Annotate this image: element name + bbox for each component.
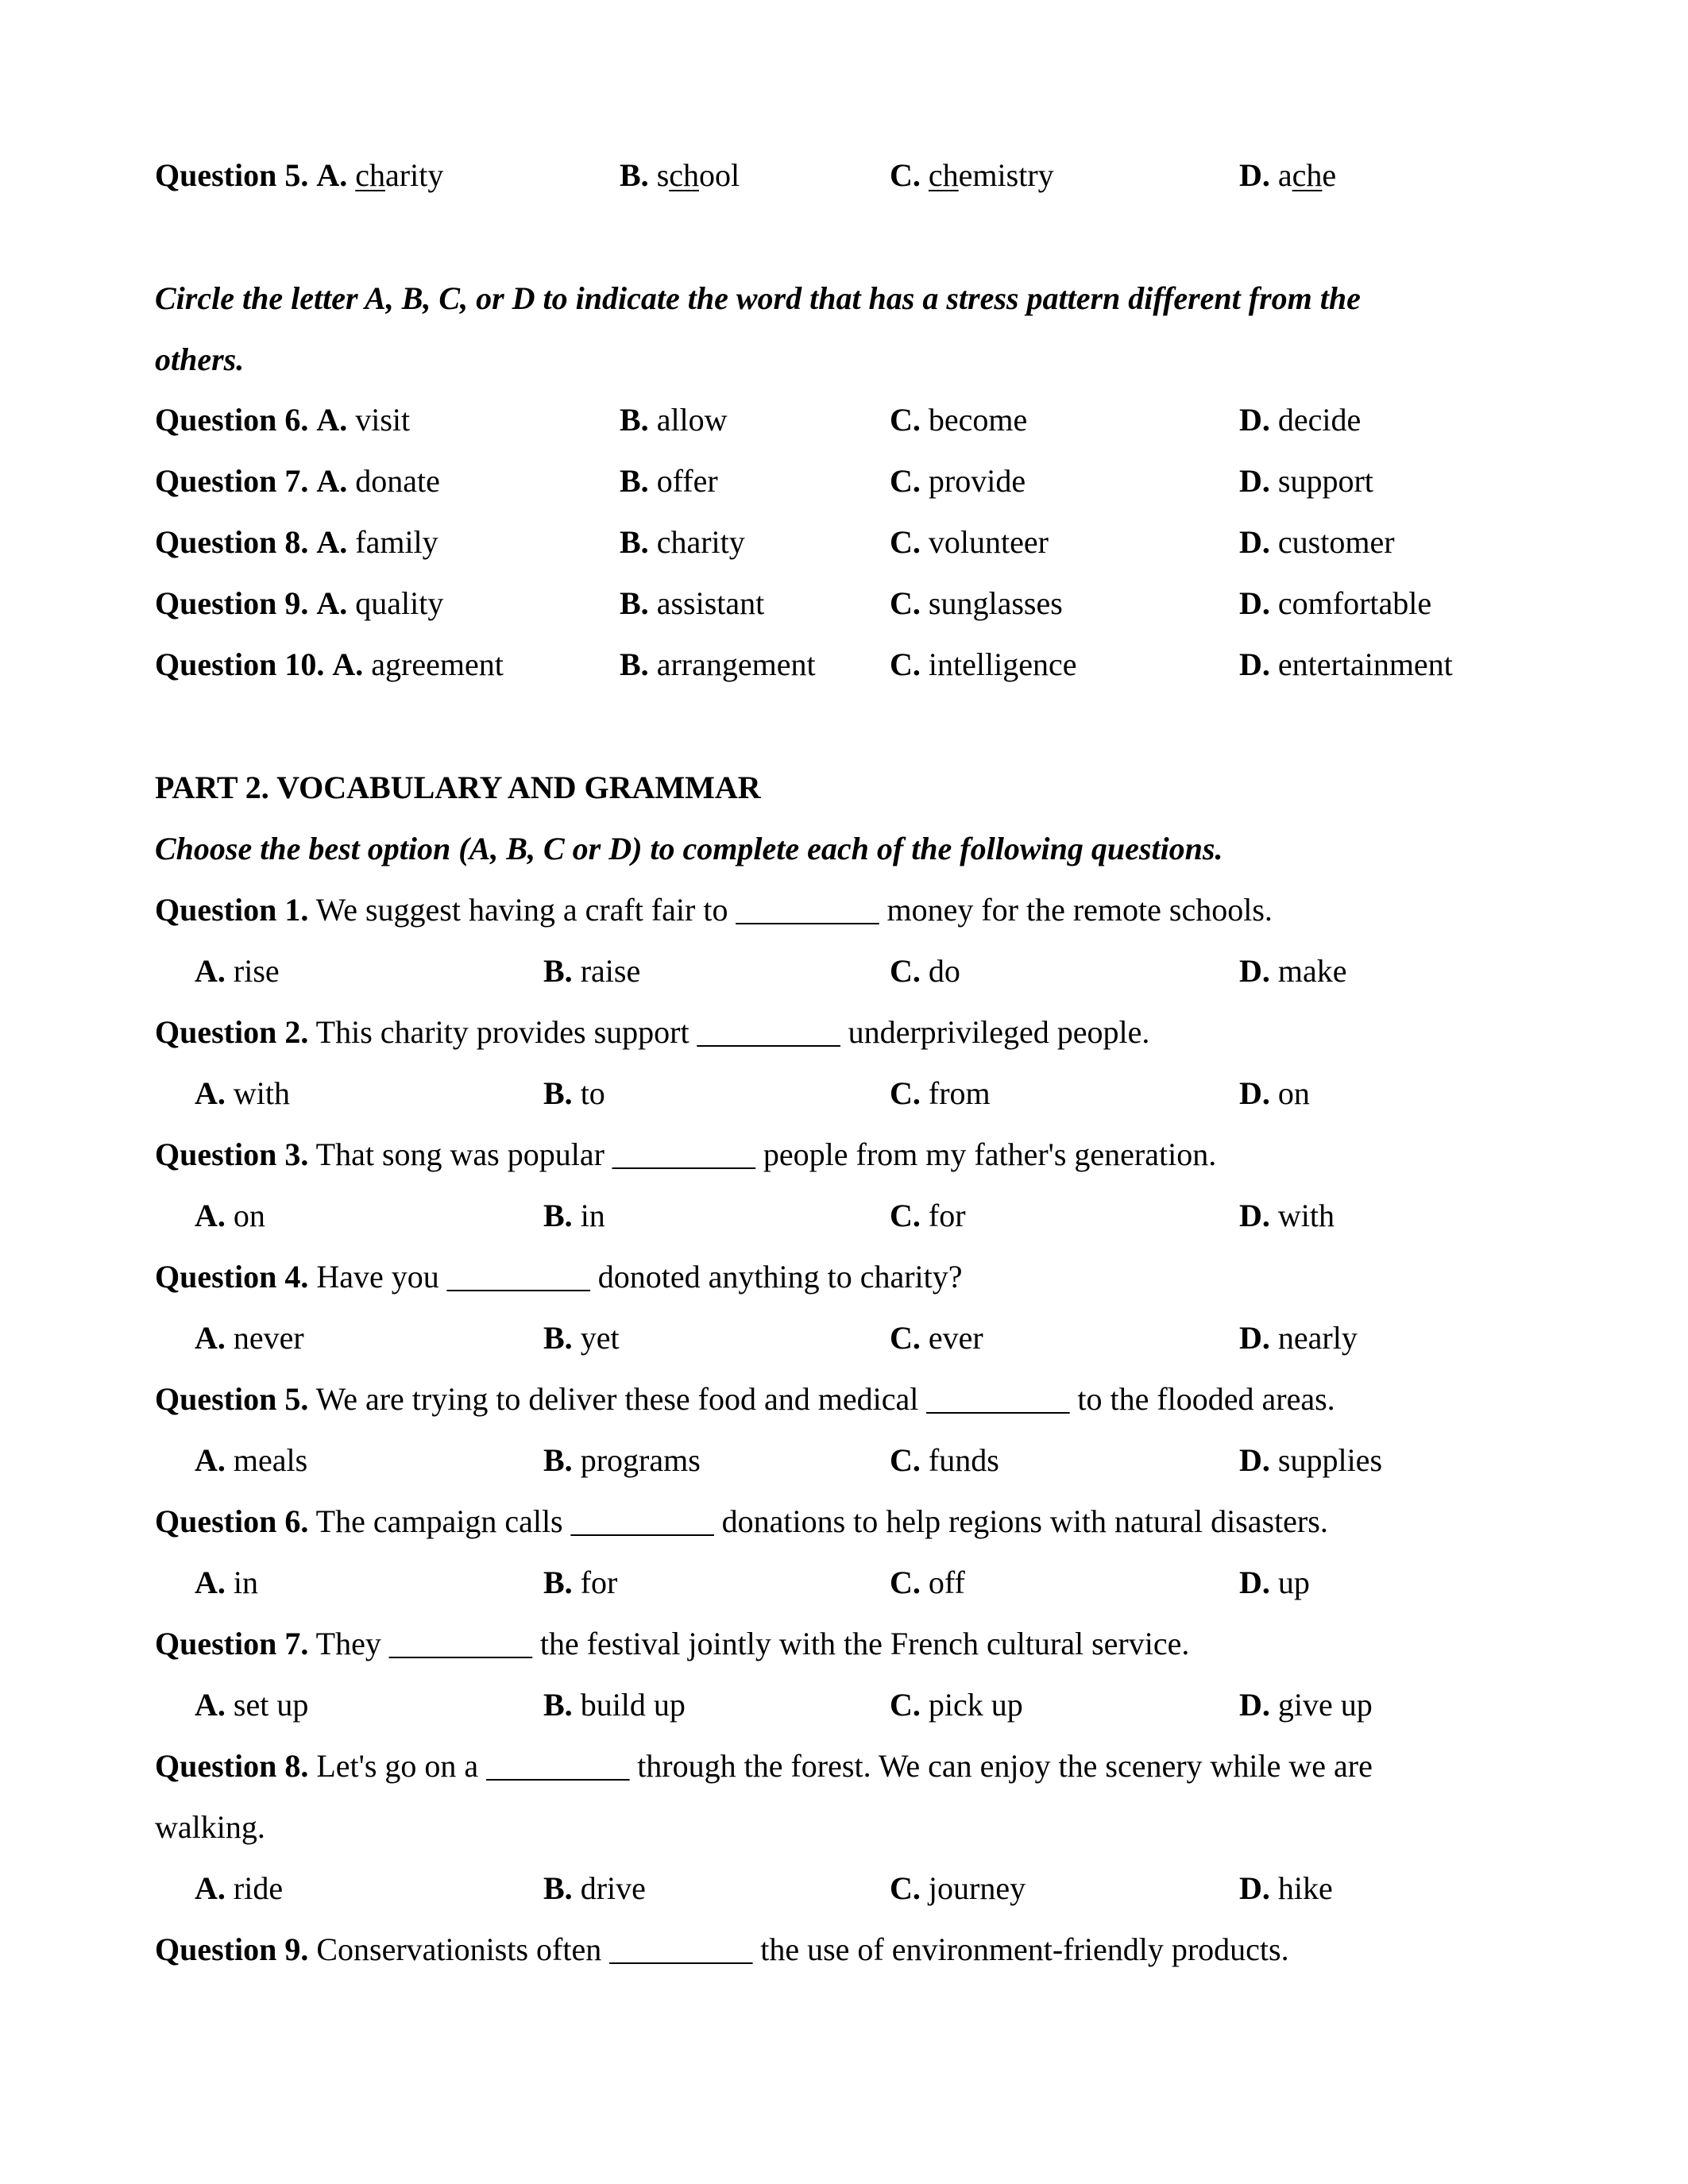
- question-option-d[interactable]: D. entertainment: [1239, 646, 1453, 682]
- underlined-sound: ch: [1292, 157, 1323, 193]
- vocab-question-8: [0, 1747, 1688, 1795]
- question-number: Question 5.: [155, 157, 309, 193]
- vocab-question-9: [0, 1931, 1688, 1978]
- question-option-b[interactable]: B. assistant: [620, 585, 765, 621]
- underlined-sound: ch: [669, 157, 700, 193]
- vocab-question-3: [0, 1136, 1688, 1183]
- question-text: Conservationists often _________ the use of environment-friendly products.: [316, 1931, 1289, 1967]
- question-number: Question 3.: [155, 1136, 309, 1172]
- vocab-question-2-options: [0, 1075, 1688, 1122]
- question-option-d[interactable]: D. ache: [1239, 157, 1337, 193]
- question-option-b[interactable]: B. in: [543, 1198, 605, 1233]
- question-option-a[interactable]: A. never: [195, 1320, 304, 1356]
- question-option-a[interactable]: Question 8. A. family: [155, 524, 438, 560]
- question-number: Question 6.: [155, 1503, 309, 1539]
- question-option-d[interactable]: D. give up: [1239, 1687, 1373, 1723]
- question-option-c[interactable]: C. pick up: [890, 1687, 1023, 1723]
- question-option-b[interactable]: B. for: [543, 1565, 618, 1600]
- question-text: We are trying to deliver these food and medical _________ to the flooded areas.: [315, 1381, 1335, 1417]
- vocab-question-8-options: [0, 1870, 1688, 1917]
- question-number: Question 7.: [155, 1626, 309, 1661]
- vocab-question-4: [0, 1258, 1688, 1306]
- vocab-question-4-options: [0, 1319, 1688, 1367]
- vocab-question-8-cont: [0, 1808, 1688, 1856]
- question-number: Question 2.: [155, 1014, 309, 1050]
- question-option-c[interactable]: C. funds: [890, 1442, 999, 1478]
- question-option-c[interactable]: C. journey: [890, 1870, 1026, 1906]
- question-option-d[interactable]: D. nearly: [1239, 1320, 1358, 1356]
- question-option-b[interactable]: B. drive: [543, 1870, 646, 1906]
- vocab-question-3-options: [0, 1197, 1688, 1244]
- question-number: Question 7.: [155, 463, 309, 499]
- vocab-question-6-options: [0, 1564, 1688, 1611]
- question-option-c[interactable]: C. become: [890, 402, 1028, 438]
- question-option-b[interactable]: B. build up: [543, 1687, 686, 1723]
- question-option-d[interactable]: D. customer: [1239, 524, 1395, 560]
- question-text: Let's go on a _________ through the forest. We can enjoy the scenery while we are: [316, 1748, 1373, 1784]
- question-text: They _________ the festival jointly with the French cultural service.: [315, 1626, 1190, 1661]
- question-number: Question 4.: [155, 1259, 309, 1295]
- question-option-b[interactable]: B. school: [620, 157, 740, 193]
- question-option-d[interactable]: D. on: [1239, 1075, 1310, 1111]
- question-option-b[interactable]: B. arrangement: [620, 646, 816, 682]
- pronunciation-question-5: [0, 156, 1688, 204]
- question-text: Have you _________ donoted anything to charity?: [316, 1259, 963, 1295]
- question-option-a[interactable]: A. rise: [195, 953, 280, 989]
- vocab-question-1: [0, 891, 1688, 939]
- part2-instruction: Choose the best option (A, B, C or D) to complete each of the following questions.: [155, 831, 1223, 866]
- question-option-a[interactable]: Question 7. A. donate: [155, 463, 440, 499]
- question-option-a[interactable]: Question 10. A. agreement: [155, 646, 504, 682]
- question-option-d[interactable]: D. supplies: [1239, 1442, 1383, 1478]
- question-option-a[interactable]: Question 5. A. charity: [155, 157, 444, 193]
- question-option-c[interactable]: C. sunglasses: [890, 585, 1063, 621]
- question-option-d[interactable]: D. comfortable: [1239, 585, 1432, 621]
- question-text: That song was popular _________ people from my father's generation.: [315, 1136, 1217, 1172]
- vocab-question-5: [0, 1380, 1688, 1428]
- question-option-a[interactable]: A. with: [195, 1075, 291, 1111]
- stress-question-7: [0, 462, 1688, 510]
- question-number: Question 5.: [155, 1381, 309, 1417]
- question-option-d[interactable]: D. make: [1239, 953, 1347, 989]
- question-number: Question 9.: [155, 1931, 309, 1967]
- question-text-cont: walking.: [155, 1809, 265, 1845]
- underlined-sound: ch: [928, 157, 959, 193]
- question-option-d[interactable]: D. up: [1239, 1565, 1310, 1600]
- stress-question-8: [0, 523, 1688, 571]
- question-option-d[interactable]: D. with: [1239, 1198, 1335, 1233]
- question-option-c[interactable]: C. for: [890, 1198, 966, 1233]
- question-option-c[interactable]: C. volunteer: [890, 524, 1049, 560]
- question-number: Question 6.: [155, 402, 309, 438]
- question-text: The campaign calls _________ donations to help regions with natural disasters.: [315, 1503, 1328, 1539]
- question-option-a[interactable]: A. on: [195, 1198, 265, 1233]
- vocab-question-1-options: [0, 952, 1688, 1000]
- vocab-question-7: [0, 1625, 1688, 1673]
- question-option-a[interactable]: A. meals: [195, 1442, 308, 1478]
- question-option-c[interactable]: C. intelligence: [890, 646, 1077, 682]
- question-number: Question 1.: [155, 892, 309, 928]
- question-option-d[interactable]: D. decide: [1239, 402, 1362, 438]
- question-number: Question 9.: [155, 585, 309, 621]
- question-option-c[interactable]: C. chemistry: [890, 157, 1054, 193]
- question-option-a[interactable]: Question 6. A. visit: [155, 402, 411, 438]
- question-option-c[interactable]: C. from: [890, 1075, 991, 1111]
- question-option-b[interactable]: B. to: [543, 1075, 605, 1111]
- vocab-question-6: [0, 1503, 1688, 1550]
- question-option-c[interactable]: C. ever: [890, 1320, 983, 1356]
- question-option-d[interactable]: D. support: [1239, 463, 1373, 499]
- vocab-question-7-options: [0, 1686, 1688, 1734]
- question-option-b[interactable]: B. offer: [620, 463, 718, 499]
- question-number: Question 8.: [155, 1748, 309, 1784]
- question-option-b[interactable]: B. raise: [543, 953, 641, 989]
- question-option-c[interactable]: C. off: [890, 1565, 965, 1600]
- question-option-a[interactable]: A. set up: [195, 1687, 309, 1723]
- part2-heading: PART 2. VOCABULARY AND GRAMMAR: [155, 770, 761, 805]
- stress-instruction: Circle the letter A, B, C, or D to indicate the word that has a stress pattern different from the: [155, 280, 1361, 316]
- question-option-a[interactable]: A. in: [195, 1565, 259, 1600]
- question-number: Question 8.: [155, 524, 309, 560]
- question-option-b[interactable]: B. charity: [620, 524, 745, 560]
- stress-question-10: [0, 646, 1688, 693]
- question-text: We suggest having a craft fair to _________ money for the remote schools.: [315, 892, 1273, 928]
- stress-question-6: [0, 401, 1688, 449]
- question-option-a[interactable]: A. ride: [195, 1870, 284, 1906]
- question-number: Question 10.: [155, 646, 325, 682]
- question-option-c[interactable]: C. provide: [890, 463, 1026, 499]
- question-option-b[interactable]: B. yet: [543, 1320, 620, 1356]
- question-option-c[interactable]: C. do: [890, 953, 960, 989]
- stress-question-9: [0, 585, 1688, 632]
- stress-instruction-cont: others.: [155, 341, 245, 377]
- question-option-b[interactable]: B. allow: [620, 402, 728, 438]
- vocab-question-2: [0, 1013, 1688, 1061]
- question-option-a[interactable]: Question 9. A. quality: [155, 585, 444, 621]
- question-option-b[interactable]: B. programs: [543, 1442, 701, 1478]
- question-option-d[interactable]: D. hike: [1239, 1870, 1333, 1906]
- question-text: This charity provides support _________ underprivileged people.: [315, 1014, 1150, 1050]
- vocab-question-5-options: [0, 1441, 1688, 1489]
- underlined-sound: ch: [355, 157, 386, 193]
